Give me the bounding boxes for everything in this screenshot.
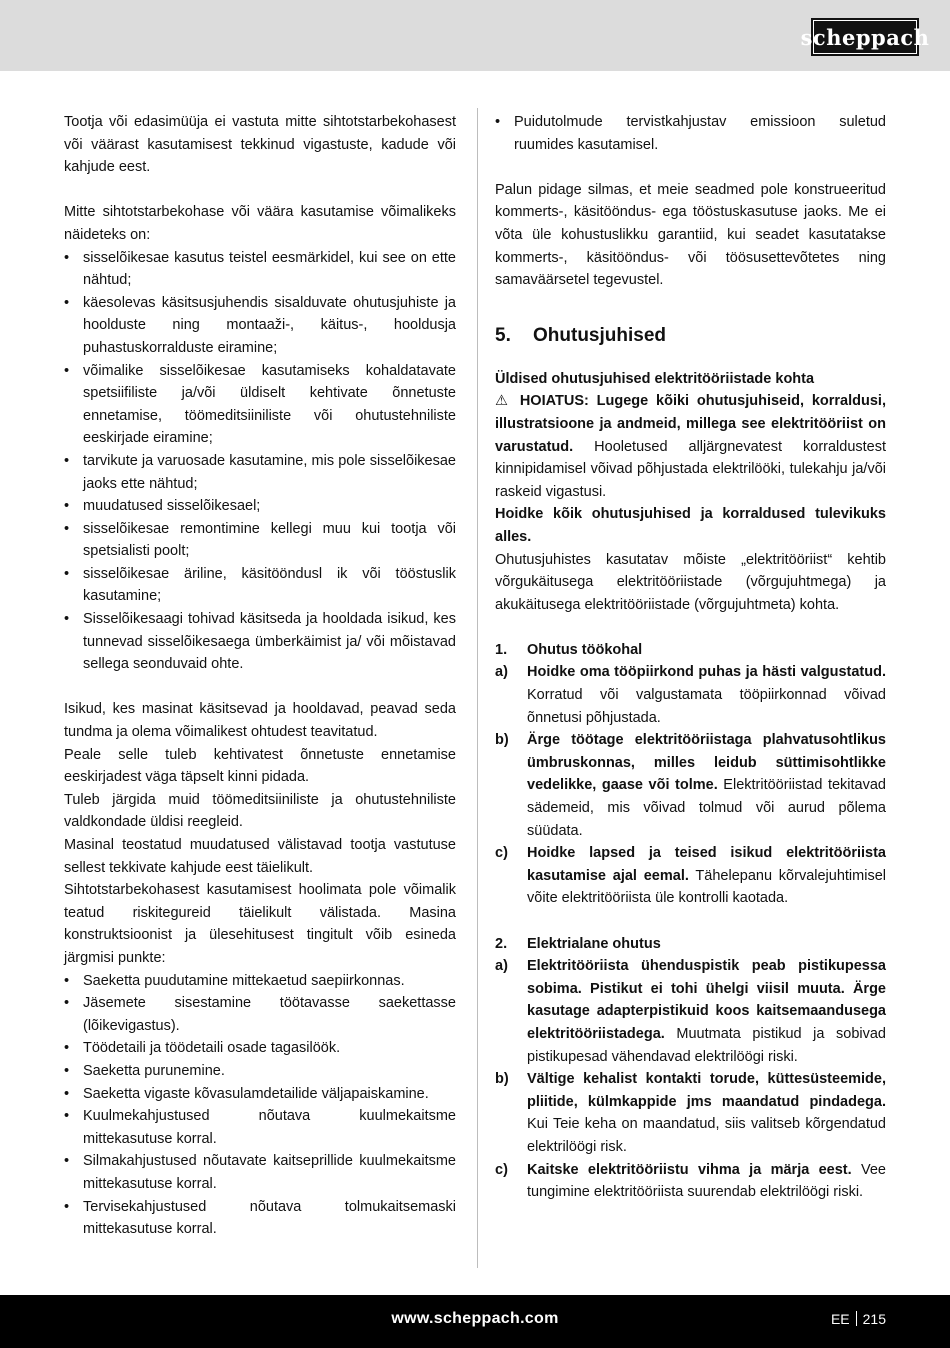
warning-icon: ⚠ (495, 393, 508, 410)
section-heading (495, 324, 886, 348)
list-item: • Töödetaili ja töödetaili osade tagasilöök. (64, 1037, 456, 1060)
safety-item (495, 729, 886, 842)
list-item: • muudatused sisselõikesael; (64, 495, 456, 518)
sub-heading: Üldised ohutusjuhised elektritööriistade kohta (495, 370, 815, 387)
subsection-title: Ohutus töökohal (527, 641, 643, 658)
brand-logo-text: scheppach (800, 24, 930, 50)
misuse-list (64, 247, 456, 676)
list-item: • võimalike sisselõikesae kasutamiseks kohaldatavate spetsiifiliste ja/või üldiselt kehtivate õnnetuste ennetamise, töömeditsiiniliste või ohutustehniliste eeskirjade eiramine; (64, 360, 456, 450)
safety-item (495, 661, 886, 729)
subsection-title: Elektrialane ohutus (527, 935, 661, 952)
item-bold: Kaitske elektritööriistu vihma ja märja eest. (527, 1161, 852, 1178)
subsection-number: 1. (495, 641, 508, 658)
list-item: • Silmakahjustused nõutavate kaitseprillide kuulmekaitsme mittekasutuse korral. (64, 1150, 456, 1195)
paragraph: Tootja või edasimüüja ei vastuta mitte sihtotstarbekohasest või väärast kasutamisest tekkinud vigastuste, kadude või kahjude eest. (64, 114, 456, 176)
emission-list (495, 111, 886, 156)
item-label: a) (495, 958, 508, 975)
list-item: • Saeketta vigaste kõvasulamdetailide väljapaiskamine. (64, 1083, 456, 1106)
item-bold: Elektritööriista ühenduspistik peab pistikupessa sobima. Pistikut ei tohi ühelgi viisil muuta. Ärge kasutage adapterpistikuid koos kaitsemaandusega elektritööriistadega. (527, 958, 886, 1042)
left-column (64, 111, 456, 1241)
item-text: Vee tungimine elektritööriista suurendab elektrilöögi riski. (527, 1161, 886, 1201)
paragraph: Isikud, kes masinat käsitsevad ja hooldavad, peavad seda tundma ja olema võimalikest ohtudest teavitatud. (64, 701, 456, 741)
list-item: • Sisselõikesaagi tohivad käsitseda ja hooldada isikud, kes tunnevad sisselõikesaega ümberkäimist ja/ või mõistavad sellega seonduvaid ohte. (64, 608, 456, 676)
paragraph: Tuleb järgida muid töömeditsiiniliste ja ohutustehniliste valdkondade üldisi reegleid. (64, 791, 456, 831)
section-number: 5. (495, 324, 511, 346)
brand-logo (800, 18, 930, 56)
paragraph: Masinal teostatud muudatused välistavad tootja vastutuse sellest tekkivate kahjude eest täielikult. (64, 837, 456, 876)
item-label: c) (495, 1161, 508, 1178)
keep-instructions: Hoidke kõik ohutusjuhised ja korraldused tulevikuks alles. (495, 506, 886, 545)
website-link[interactable]: www.scheppach.com (391, 1310, 559, 1327)
warning-bold: HOIATUS: Lugege kõiki ohutusjuhiseid, korraldusi, illustratsioone ja andmeid, millega see elektritööriist on varustatud. (495, 393, 886, 455)
subsection-number: 2. (495, 935, 508, 952)
list-item: • Kuulmekahjustused nõutava kuulmekaitsme mittekasutuse korral. (64, 1105, 456, 1150)
list-item: • tarvikute ja varuosade kasutamine, mis pole sisselõikesae jaoks ette nähtud; (64, 450, 456, 495)
item-bold: Hoidke oma tööpiirkond puhas ja hästi valgustatud. (527, 664, 886, 681)
footer-bar (0, 1295, 950, 1348)
safety-item (495, 1159, 886, 1204)
list-item: • Tervisekahjustused nõutava tolmukaitsemaski mittekasutuse korral. (64, 1196, 456, 1241)
page-indicator (831, 1311, 886, 1327)
list-item: • Jäsemete sisestamine töötavasse saekettasse (lõikevigastus). (64, 992, 456, 1037)
paragraph: Mitte sihtotstarbekohase või väära kasutamise võimalikeks näideteks on: (64, 204, 456, 243)
paragraph: Peale selle tuleb kehtivatest õnnetuste ennetamise eeskirjadest väga täpselt kinni pidada. (64, 746, 456, 786)
safety-item (495, 842, 886, 910)
paragraph: Sihtotstarbekohasest kasutamisest hoolimata pole võimalik teatud riskitegureid täielikult välistada. Masina konstruktsioonist ja ülesehitusest tingitult võib esineda järgmisi punkte: (64, 882, 456, 966)
warning-paragraph (495, 390, 886, 503)
item-bold: Hoidke lapsed ja teised isikud elektritööriista kasutamise ajal eemal. (527, 845, 886, 884)
item-bold: Vältige kehalist kontakti torude, küttesüsteemide, pliitide, külmkappide jms maandatud pindadega. (527, 1071, 886, 1110)
item-bold: Ärge töötage elektritööriistaga plahvatusohtlikus ümbruskonnas, milles leidub süttimisohtlikke vedelikke, gaase või tolme. (527, 732, 886, 794)
page-separator (856, 1311, 857, 1326)
paragraph: Ohutusjuhistes kasutatav mõiste „elektritööriist“ kehtib võrgukäitusega elektritööriistade (võrgujuhtmega) ja akukäitusega elektritööriistade (võrgujuhtmeta) kohta. (495, 551, 886, 613)
safety-item (495, 955, 886, 1068)
right-column (495, 111, 886, 1204)
item-text: Muutmata pistikud ja sobivad pistikupesad vähendavad elektrilöögi riski. (527, 1025, 886, 1065)
warning-text: Hooletused alljärgnevatest korraldustest kinnipidamisel võivad põhjustada elektrilööki, tulekahju ja/või raskeid vigastusi. (495, 438, 887, 500)
item-text: Korratud või valgustamata tööpiirkonnad võivad õnnetusi põhjustada. (527, 687, 886, 726)
item-label: b) (495, 1071, 509, 1088)
item-label: b) (495, 732, 509, 749)
list-item: • sisselõikesae remontimine kellegi muu kui tootja või spetsialisti poolt; (64, 518, 456, 563)
column-divider (477, 108, 478, 1268)
subsection-heading (495, 933, 886, 956)
list-item: • Puidutolmude tervistkahjustav emissioon suletud ruumides kasutamisel. (495, 111, 886, 156)
language-code: EE (830, 1311, 850, 1327)
list-item: • sisselõikesae äriline, käsitööndusl ik või tööstuslik kasutamine; (64, 563, 456, 608)
item-label: c) (495, 845, 508, 862)
list-item: • Saeketta puudutamine mittekaetud saepiirkonnas. (64, 970, 456, 993)
item-label: a) (495, 664, 508, 681)
subsection-heading (495, 639, 886, 662)
section-title: Ohutusjuhised (533, 324, 666, 346)
item-text: Tähelepanu kõrvalejuhtimisel võite elektritööriista üle kontrolli kaotada. (527, 867, 886, 907)
item-text: Elektritööriistad tekitavad sädemeid, mis võivad tolmud või aurud põlema süüdata. (527, 777, 887, 839)
safety-item (495, 1068, 886, 1158)
page-number: 215 (862, 1311, 886, 1327)
list-item: • sisselõikesae kasutus teistel eesmärkidel, kui see on ette nähtud; (64, 247, 456, 292)
list-item: • käesolevas käsitsusjuhendis sisalduvate ohutusjuhiste ja hoolduste ning montaaži-, käitus-, hooldusja puhastuskorralduste eiramine; (64, 292, 456, 360)
risk-list (64, 970, 456, 1241)
item-text: Kui Teie keha on maandatud, siis valitseb kõrgendatud elektrilöögi risk. (527, 1116, 886, 1155)
paragraph: Palun pidage silmas, et meie seadmed pole konstrueeritud kommerts-, käsitööndus- ega tööstuskasutuse jaoks. Me ei võta üle kohustuslikku garantiid, kui seadet kasutatakse kommerts-, käsitööndus- või töösusettevõtetes ning samaväärsetel tegevustel. (495, 181, 886, 289)
list-item: • Saeketta purunemine. (64, 1060, 456, 1083)
